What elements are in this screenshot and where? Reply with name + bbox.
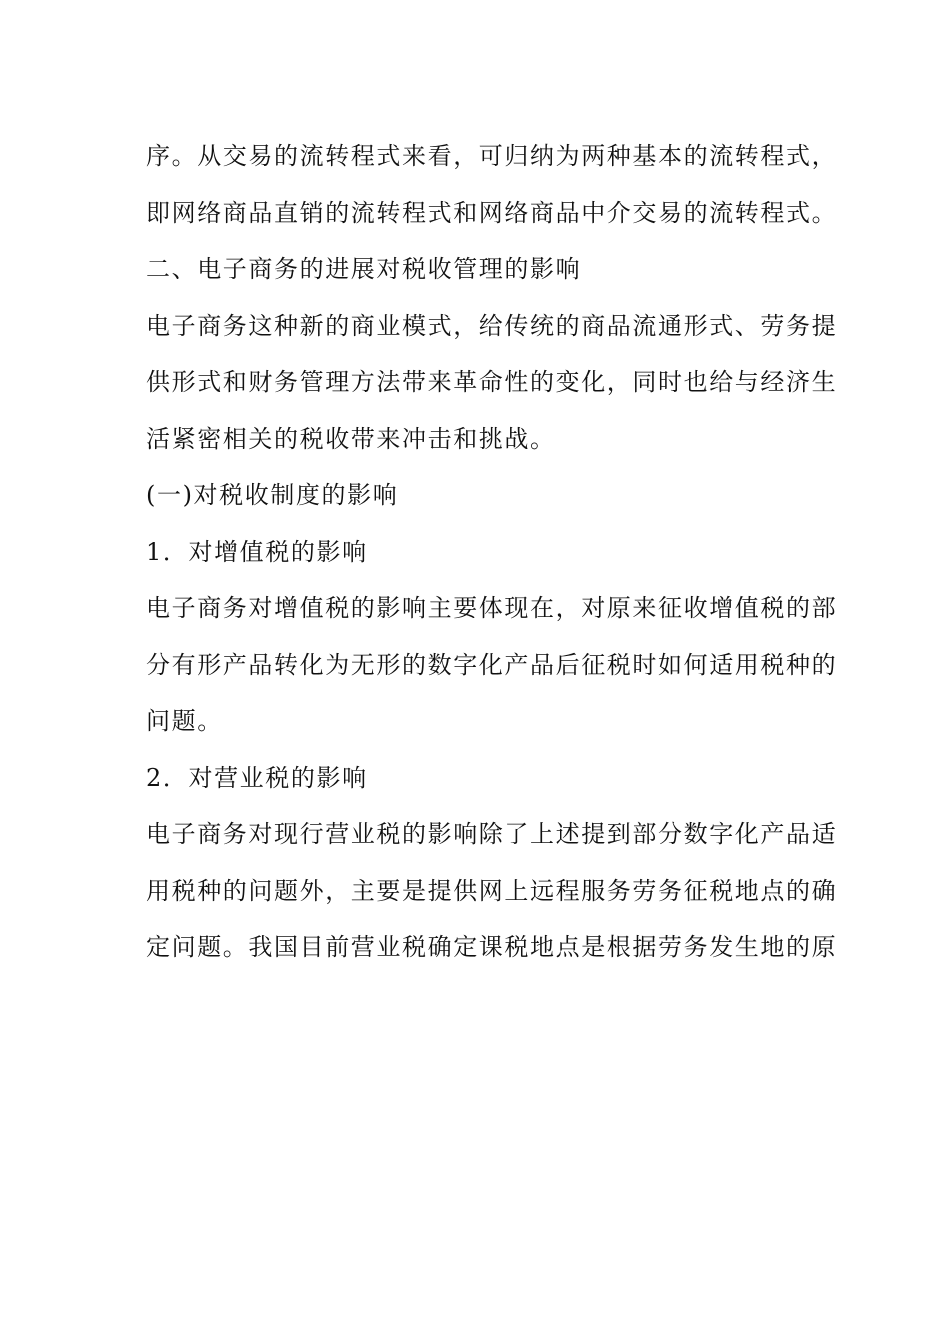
paragraph-line: 用税种的问题外，主要是提供网上远程服务劳务征税地点的确 <box>146 876 838 905</box>
paragraph-line: 即网络商品直销的流转程式和网络商品中介交易的流转程式。 <box>146 198 838 227</box>
item-heading: 2．对营业税的影响 <box>146 763 368 792</box>
paragraph-line: 电子商务对增值税的影响主要体现在，对原来征收增值税的部 <box>146 594 838 622</box>
paragraph-line: 序。从交易的流转程式来看，可归纳为两种基本的流转程式， <box>146 142 838 170</box>
paragraph-line: 电子商务这种新的商业模式，给传统的商品流通形式、劳务提 <box>146 311 838 340</box>
paragraph-line: 活紧密相关的税收带来冲击和挑战。 <box>146 424 556 453</box>
section-heading: 二、电子商务的进展对税收管理的影响 <box>146 255 582 283</box>
paragraph-line: 供形式和财务管理方法带来革命性的变化，同时也给与经济生 <box>146 368 838 396</box>
paragraph-line: 问题。 <box>146 707 223 735</box>
subsection-heading: (一)对税收制度的影响 <box>146 481 399 509</box>
paragraph-line: 分有形产品转化为无形的数字化产品后征税时如何适用税种的 <box>146 650 838 679</box>
paragraph-line: 定问题。我国目前营业税确定课税地点是根据劳务发生地的原 <box>146 933 838 961</box>
paragraph-line: 电子商务对现行营业税的影响除了上述提到部分数字化产品适 <box>146 820 838 848</box>
item-heading: 1．对增值税的影响 <box>146 537 368 566</box>
document-body <box>146 128 838 976</box>
